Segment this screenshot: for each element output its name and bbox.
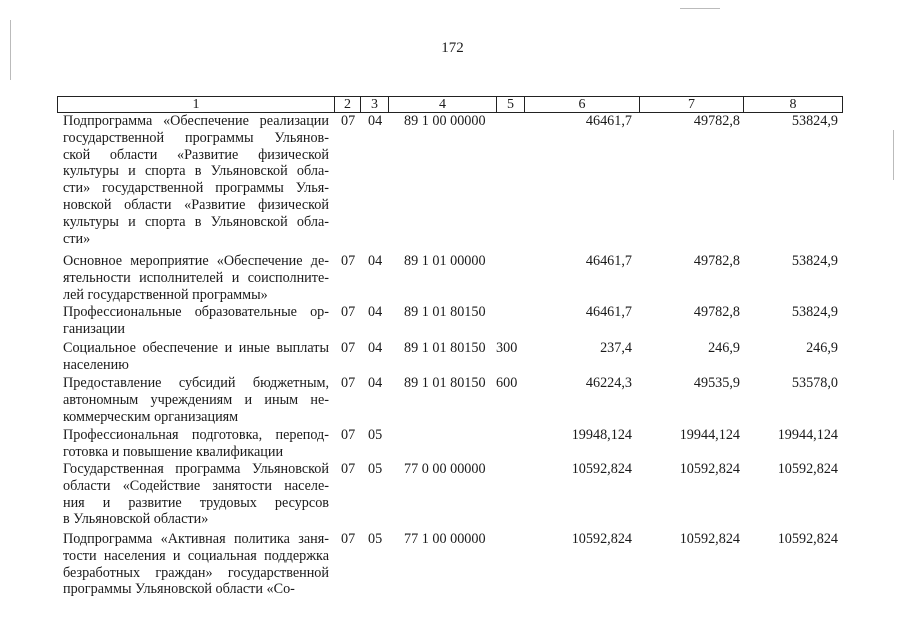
cell-c8: 53824,9	[791, 304, 838, 320]
cell-c8: 10592,824	[777, 531, 838, 547]
cell-c2: 07	[341, 461, 356, 477]
cell-c4: 89 1 00 00000	[404, 113, 486, 129]
description-line: государственной программы Ульянов-	[63, 129, 329, 146]
description-line: в Ульяновской области»	[63, 511, 209, 528]
cell-c4: 89 1 01 80150	[404, 340, 486, 356]
table-header	[57, 96, 843, 113]
scan-artifact	[680, 8, 720, 9]
description-line: ния и развитие трудовых ресурсов	[63, 494, 329, 511]
cell-c3: 04	[368, 113, 383, 129]
cell-c7: 49782,8	[693, 253, 740, 269]
cell-c8: 246,9	[806, 340, 838, 356]
cell-c3: 05	[368, 531, 383, 547]
description-line: новской области «Развитие физической	[63, 196, 329, 213]
row-description	[63, 253, 329, 303]
scan-artifact	[10, 20, 11, 80]
description-line: Профессиональная подготовка, перепод-	[63, 427, 329, 443]
cell-c6: 46461,7	[585, 113, 632, 129]
cell-c6: 46461,7	[585, 304, 632, 320]
cell-c4: 77 1 00 00000	[404, 531, 486, 547]
description-line: ганизации	[63, 320, 125, 337]
description-line: Подпрограмма «Активная политика заня-	[63, 531, 329, 547]
cell-c2: 07	[341, 375, 356, 391]
cell-c4: 89 1 01 80150	[404, 375, 486, 391]
cell-c4: 89 1 01 80150	[404, 304, 486, 320]
page-number: 172	[441, 40, 464, 56]
cell-c7: 246,9	[708, 340, 740, 356]
cell-c7: 49782,8	[693, 113, 740, 129]
description-line: населению	[63, 356, 129, 373]
description-line: автономным учреждениям и иным не-	[63, 391, 329, 408]
cell-c2: 07	[341, 304, 356, 320]
row-description	[63, 304, 329, 338]
cell-c4: 89 1 01 00000	[404, 253, 486, 269]
description-line: культуры и спорта в Ульяновской обла-	[63, 213, 329, 230]
description-line: тости населения и социальная поддержка	[63, 547, 329, 564]
description-line: культуры и спорта в Ульяновской обла-	[63, 163, 329, 180]
cell-c6: 237,4	[600, 340, 632, 356]
cell-c2: 07	[341, 113, 356, 129]
description-line: Подпрограмма «Обеспечение реализации	[63, 113, 329, 129]
cell-c3: 04	[368, 340, 383, 356]
cell-c3: 05	[368, 461, 383, 477]
cell-c3: 04	[368, 253, 383, 269]
description-line: Предоставление субсидий бюджетным,	[63, 375, 329, 391]
description-line: программы Ульяновской области «Со-	[63, 581, 295, 598]
cell-c8: 10592,824	[777, 461, 838, 477]
cell-c5: 600	[496, 375, 518, 391]
row-description	[63, 461, 329, 528]
description-line: Основное мероприятие «Обеспечение де-	[63, 253, 329, 269]
description-line: ятельности исполнителей и соисполните-	[63, 269, 329, 286]
description-line: ской области «Развитие физической	[63, 146, 329, 163]
cell-c7: 49535,9	[693, 375, 740, 391]
cell-c2: 07	[341, 253, 356, 269]
cell-c3: 05	[368, 427, 383, 443]
cell-c2: 07	[341, 531, 356, 547]
cell-c7: 10592,824	[679, 531, 740, 547]
description-line: коммерческим организациям	[63, 408, 239, 425]
header-col-2: 2	[335, 97, 361, 112]
header-col-7: 7	[640, 97, 744, 112]
header-col-8: 8	[789, 97, 797, 112]
header-col-4: 4	[389, 97, 497, 112]
row-description	[63, 375, 329, 425]
cell-c7: 49782,8	[693, 304, 740, 320]
description-line: Социальное обеспечение и иные выплаты	[63, 340, 329, 356]
header-col-5: 5	[497, 97, 525, 112]
row-description	[63, 113, 329, 247]
row-description	[63, 340, 329, 374]
cell-c3: 04	[368, 375, 383, 391]
description-line: готовка и повышение квалификации	[63, 443, 284, 460]
header-col-6: 6	[525, 97, 640, 112]
cell-c7: 19944,124	[679, 427, 740, 443]
cell-c2: 07	[341, 427, 356, 443]
cell-c2: 07	[341, 340, 356, 356]
cell-c4: 77 0 00 00000	[404, 461, 486, 477]
description-line: Государственная программа Ульяновской	[63, 461, 329, 477]
cell-c8: 19944,124	[777, 427, 838, 443]
cell-c8: 53824,9	[791, 253, 838, 269]
description-line: сти» государственной программы Улья-	[63, 180, 329, 197]
cell-c5: 300	[496, 340, 518, 356]
row-description	[63, 531, 329, 598]
scan-artifact	[893, 130, 894, 180]
cell-c7: 10592,824	[679, 461, 740, 477]
header-col-3: 3	[361, 97, 389, 112]
cell-c3: 04	[368, 304, 383, 320]
cell-c6: 46224,3	[585, 375, 632, 391]
cell-c6: 19948,124	[571, 427, 632, 443]
row-description	[63, 427, 329, 461]
cell-c8: 53578,0	[791, 375, 838, 391]
cell-c6: 10592,824	[571, 531, 632, 547]
description-line: Профессиональные образовательные ор-	[63, 304, 329, 320]
description-line: безработных граждан» государственной	[63, 564, 329, 581]
cell-c8: 53824,9	[791, 113, 838, 129]
cell-c6: 46461,7	[585, 253, 632, 269]
cell-c6: 10592,824	[571, 461, 632, 477]
header-col-1: 1	[58, 97, 335, 112]
description-line: лей государственной программы»	[63, 286, 268, 303]
description-line: сти»	[63, 230, 91, 247]
description-line: области «Содействие занятости населе-	[63, 477, 329, 494]
